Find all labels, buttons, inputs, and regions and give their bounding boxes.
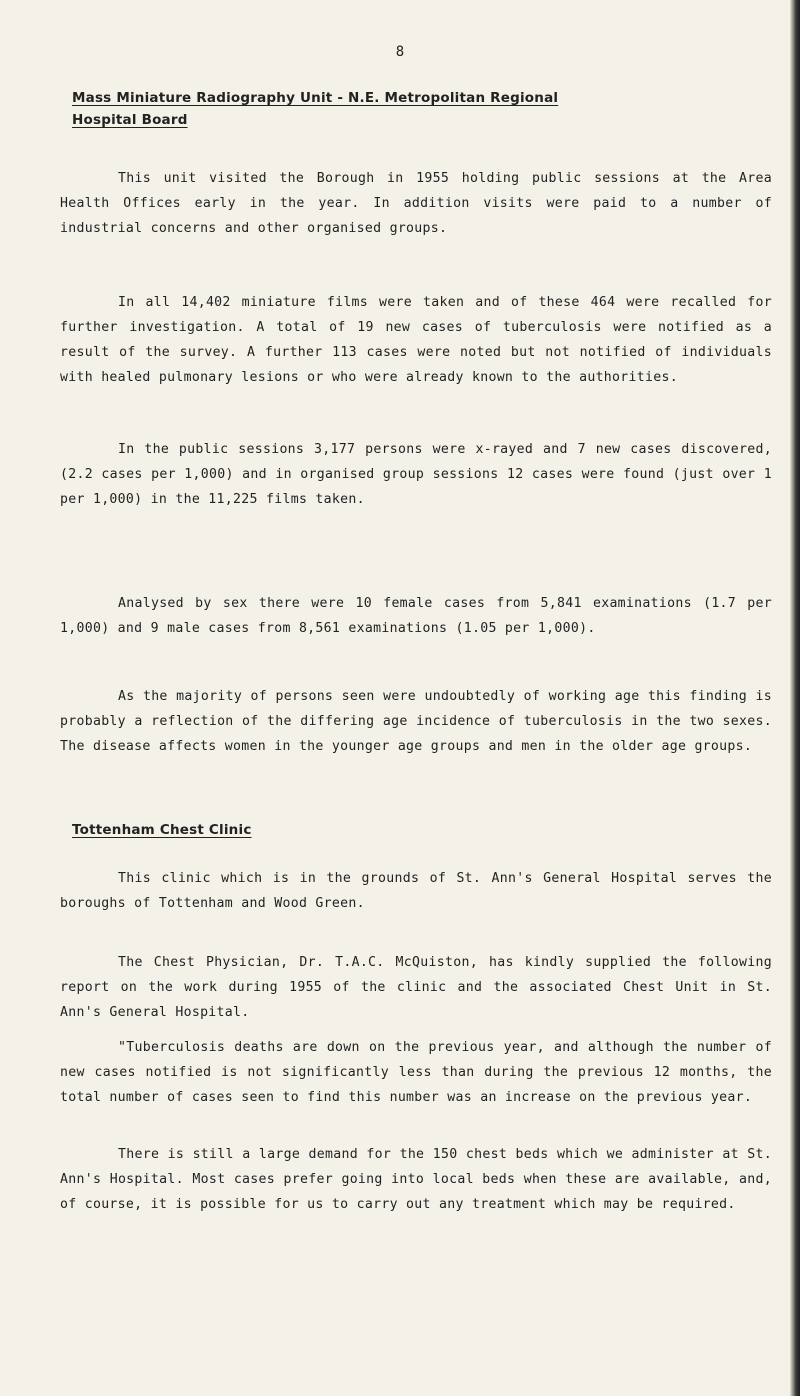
paragraph: The Chest Physician, Dr. T.A.C. McQuiston, has kindly supplied the following report on the work during 1955 of the clinic and the associated Chest Unit in St. Ann's General Hospital. [60,955,772,1020]
section-heading-tottenham: Tottenham Chest Clinic [72,822,252,838]
paragraph: As the majority of persons seen were undoubtedly of working age this finding is probably a reflection of the differing age incidence of tuberculosis in the two sexes. The disease affects women in the younger age groups and men in the older age groups. [60,689,772,754]
paragraph: Analysed by sex there were 10 female cases from 5,841 examinations (1.7 per 1,000) and 9 male cases from 8,561 examinations (1.05 per 1,000). [60,596,772,636]
section-heading-mmr: Mass Miniature Radiography Unit - N.E. Metropolitan Regional [72,90,559,106]
paragraph: In the public sessions 3,177 persons were x-rayed and 7 new cases discovered, (2.2 cases per 1,000) and in organised group sessions 12 cases were found (just over 1 per 1,000) in the 11,225 films taken. [60,442,772,507]
paragraph: There is still a large demand for the 150 chest beds which we administer at St. Ann's Hospital. Most cases prefer going into local beds when these are available, and, of course, it is possible for us to carry out any treatment which may be required. [60,1147,772,1212]
page-number: 8 [395,44,405,60]
page-edge-shadow [790,0,800,1396]
section-heading-mmr-continued: Hospital Board [72,112,188,128]
paragraph: In all 14,402 miniature films were taken and of these 464 were recalled for further investigation. A total of 19 new cases of tuberculosis were notified as a result of the survey. A further 113 cases were noted but not notified of individuals with healed pulmonary lesions or who were already known to the authorities. [60,295,772,385]
paragraph: This unit visited the Borough in 1955 holding public sessions at the Area Health Offices early in the year. In addition visits were paid to a number of industrial concerns and other organised groups. [60,171,772,236]
paragraph: This clinic which is in the grounds of St. Ann's General Hospital serves the boroughs of Tottenham and Wood Green. [60,871,772,911]
paragraph: "Tuberculosis deaths are down on the previous year, and although the number of new cases notified is not significantly less than during the previous 12 months, the total number of cases seen to find this number was an increase on the previous year. [60,1040,772,1105]
